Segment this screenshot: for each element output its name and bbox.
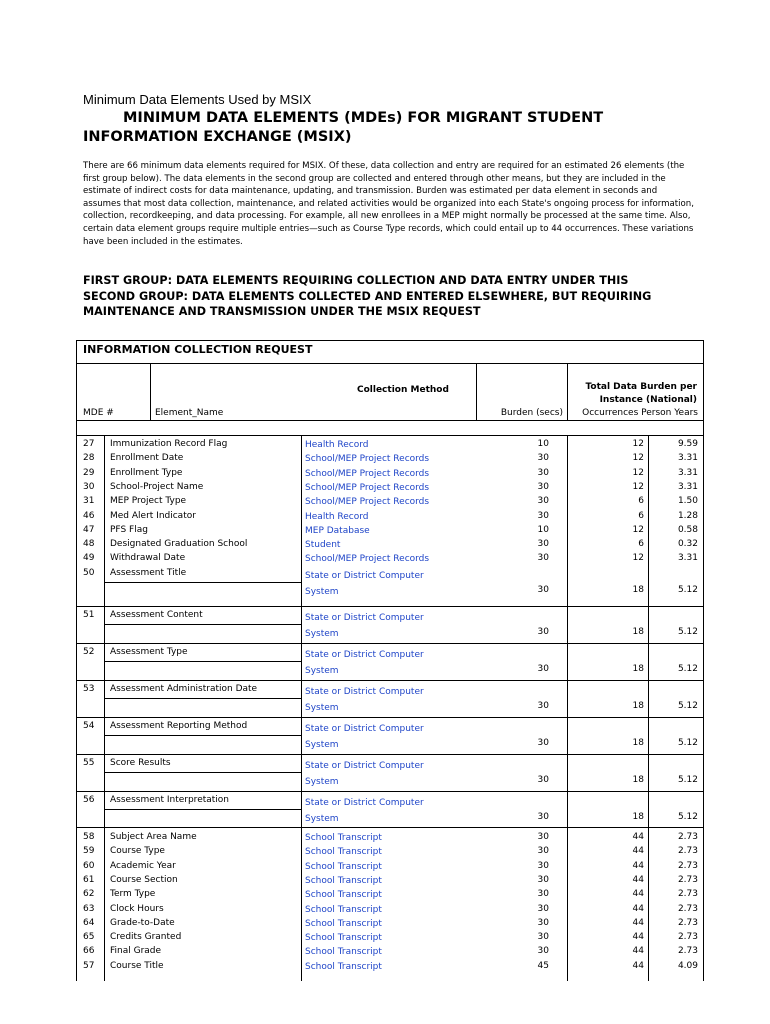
row-occurrences: 6 (638, 539, 644, 550)
assessment-sub-rule (104, 809, 301, 810)
row-occurrences: 6 (638, 496, 644, 507)
row-burden-secs: 30 (537, 584, 549, 595)
row-element-name: Assessment Administration Date (110, 684, 258, 694)
row-person-years: 5.12 (677, 664, 698, 674)
header-rule-top (77, 363, 703, 364)
row-person-years: 2.73 (677, 903, 698, 914)
row-collection-method[interactable]: State or District Computer (305, 761, 424, 771)
row-person-years: 3.31 (677, 481, 698, 492)
row-person-years: 0.32 (677, 539, 698, 550)
row-burden-secs: 30 (537, 496, 549, 507)
row-burden-secs: 30 (537, 932, 549, 943)
row-occurrences: 44 (632, 917, 644, 928)
row-mde: 63 (83, 903, 95, 914)
row-collection-method[interactable]: Student (305, 540, 341, 551)
row-occurrences: 44 (632, 889, 644, 900)
assessment-rule (77, 680, 703, 681)
row-element-name: Immunization Record Flag (110, 439, 228, 449)
table-title: INFORMATION COLLECTION REQUEST (83, 343, 313, 356)
title-line-2: INFORMATION EXCHANGE (MSIX) (83, 129, 352, 145)
row-mde: 50 (83, 567, 95, 578)
row-element-name: Course Type (110, 846, 165, 857)
row-collection-method[interactable]: Health Record (305, 440, 369, 450)
assessment-sub-rule (104, 772, 301, 773)
row-occurrences: 12 (632, 524, 644, 535)
row-mde: 59 (83, 846, 95, 857)
document-title (83, 109, 683, 147)
header-col-rule (567, 363, 568, 420)
row-element-name: Clock Hours (110, 903, 164, 914)
row-person-years: 5.12 (677, 775, 698, 785)
row-occurrences: 18 (632, 627, 644, 637)
row-burden-secs: 10 (537, 524, 549, 535)
row-element-name: Assessment Reporting Method (110, 721, 248, 731)
row-occurrences: 12 (632, 481, 644, 492)
block3-rule (77, 827, 703, 828)
row-burden-secs: 30 (537, 775, 549, 785)
row-burden-secs: 30 (537, 553, 549, 564)
intro-paragraph: There are 66 minimum data elements required for MSIX. Of these, data collection and entry are required for an estimated 26 elements (the first group below). The data elements in the second group are collected and entered through other means, but they are included in the estimate of indirect costs for data maintenance, updating, and transmission. Burden was estimated per data element in seconds and assumes that most data collection, maintenance, and related activities would be organized into each State's ongoing process for information, collection, recordkeeping, and data processing. For example, all new enrollees in a MEP might normally be processed at the same time. Also, certain data element groups require multiple entries—such as Course Type records, which could entail up to 44 occurrences. These variations have been included in the estimates. (83, 161, 694, 247)
row-mde: 29 (83, 467, 95, 478)
row-burden-secs: 30 (537, 539, 549, 550)
row-burden-secs: 30 (537, 889, 549, 900)
row-mde: 28 (83, 453, 95, 464)
assessment-sub-rule (104, 661, 301, 662)
row-mde: 52 (83, 647, 95, 657)
body-rule-top (77, 435, 703, 436)
row-occurrences: 18 (632, 664, 644, 674)
row-collection-method[interactable]: State or District Computer (305, 687, 424, 697)
row-element-name: Designated Graduation School (110, 539, 248, 550)
row-collection-method[interactable]: State or District Computer (305, 613, 424, 623)
row-burden-secs: 30 (537, 627, 549, 637)
row-burden-secs: 30 (537, 917, 549, 928)
row-element-name: Score Results (110, 758, 171, 768)
row-collection-method[interactable]: School/MEP Project Records (305, 497, 430, 508)
row-collection-method[interactable]: School Transcript (305, 904, 382, 915)
row-collection-method[interactable]: School Transcript (305, 875, 382, 886)
row-mde: 27 (83, 439, 95, 449)
row-mde: 65 (83, 932, 95, 943)
row-occurrences: 6 (638, 510, 644, 521)
row-occurrences: 44 (632, 874, 644, 885)
row-mde: 48 (83, 539, 95, 550)
row-collection-method[interactable]: School Transcript (305, 890, 382, 901)
row-element-name: Course Section (110, 874, 178, 885)
row-mde: 54 (83, 721, 95, 731)
assessment-sub-rule (104, 624, 301, 625)
row-collection-method[interactable]: School/MEP Project Records (305, 554, 430, 565)
row-burden-secs: 30 (537, 812, 549, 822)
body-col-rule (104, 435, 105, 981)
row-mde: 47 (83, 524, 95, 535)
row-element-name: MEP Project Type (110, 496, 187, 507)
header-mde: MDE # (83, 408, 114, 418)
row-mde: 56 (83, 795, 95, 805)
header-collection-method: Collection Method (357, 385, 449, 395)
row-element-name: Assessment Interpretation (110, 795, 230, 805)
row-person-years: 2.73 (677, 889, 698, 900)
row-person-years: 5.12 (677, 584, 698, 595)
row-occurrences: 18 (632, 701, 644, 711)
header-total-1: Total Data Burden per (585, 382, 697, 392)
row-element-name: Withdrawal Date (110, 553, 186, 564)
assessment-rule (77, 643, 703, 644)
row-occurrences: 18 (632, 738, 644, 748)
row-person-years: 2.73 (677, 874, 698, 885)
row-mde: 64 (83, 917, 95, 928)
group-heading-1: FIRST GROUP: DATA ELEMENTS REQUIRING COLLECTION AND DATA ENTRY UNDER THIS (83, 274, 629, 287)
row-collection-method[interactable]: School Transcript (305, 947, 382, 958)
row-person-years: 4.09 (677, 960, 698, 971)
row-mde: 66 (83, 946, 95, 957)
row-burden-secs: 30 (537, 846, 549, 857)
header-col-rule (150, 363, 151, 420)
header-element-name: Element_Name (155, 408, 224, 418)
group-heading-3: MAINTENANCE AND TRANSMISSION UNDER THE MSIX REQUEST (83, 305, 481, 318)
row-collection-method[interactable]: State or District Computer (305, 650, 424, 660)
row-burden-secs: 30 (537, 510, 549, 521)
row-burden-secs: 30 (537, 481, 549, 492)
row-collection-method-2[interactable]: System (305, 703, 339, 713)
row-element-name: Enrollment Date (110, 453, 184, 464)
row-mde: 30 (83, 481, 95, 492)
header-rule-bottom (77, 420, 703, 421)
row-element-name: Subject Area Name (110, 832, 197, 842)
row-collection-method[interactable]: State or District Computer (305, 724, 424, 734)
row-collection-method[interactable]: School Transcript (305, 833, 382, 843)
row-collection-method[interactable]: State or District Computer (305, 798, 424, 808)
row-occurrences: 12 (632, 553, 644, 564)
header-total-2: Instance (National) (599, 395, 697, 405)
row-occurrences: 18 (632, 584, 644, 595)
row-burden-secs: 30 (537, 903, 549, 914)
row-person-years: 1.28 (677, 510, 698, 521)
row-collection-method[interactable]: State or District Computer (305, 570, 424, 581)
assessment-rule (77, 791, 703, 792)
row-collection-method-2[interactable]: System (305, 777, 339, 787)
row-element-name: Grade-to-Date (110, 917, 175, 928)
row-burden-secs: 30 (537, 860, 549, 871)
row-collection-method[interactable]: School/MEP Project Records (305, 468, 430, 479)
title-line-1: MINIMUM DATA ELEMENTS (MDEs) FOR MIGRANT STUDENT (123, 110, 604, 126)
header-total-3: Occurrences Person Years (582, 408, 698, 418)
row-element-name: Assessment Title (110, 567, 187, 578)
row-person-years: 3.31 (677, 467, 698, 478)
row-element-name: Assessment Content (110, 610, 203, 620)
row-collection-method-2[interactable]: System (305, 586, 339, 597)
row-person-years: 5.12 (677, 738, 698, 748)
row-element-name: Final Grade (110, 946, 162, 957)
row-person-years: 0.58 (677, 524, 698, 535)
header-burden-secs: Burden (secs) (500, 408, 563, 418)
row-collection-method[interactable]: School Transcript (305, 861, 382, 872)
row-person-years: 5.12 (677, 701, 698, 711)
group-heading-2: SECOND GROUP: DATA ELEMENTS COLLECTED AND ENTERED ELSEWHERE, BUT REQUIRING (83, 289, 652, 303)
row-collection-method-2[interactable]: System (305, 666, 339, 676)
row-mde: 49 (83, 553, 95, 564)
row-occurrences: 44 (632, 832, 644, 842)
row-person-years: 3.31 (677, 553, 698, 564)
row-person-years: 2.73 (677, 860, 698, 871)
row-collection-method-2[interactable]: System (305, 740, 339, 750)
row-occurrences: 12 (632, 453, 644, 464)
row-mde: 55 (83, 758, 95, 768)
row-collection-method[interactable]: School Transcript (305, 918, 382, 929)
row-element-name: Course Title (110, 960, 164, 971)
row-occurrences: 12 (632, 467, 644, 478)
group-headings (83, 273, 703, 320)
row-mde: 61 (83, 874, 95, 885)
row-collection-method-2[interactable]: System (305, 629, 339, 639)
row-mde: 46 (83, 510, 95, 521)
row-mde: 60 (83, 860, 95, 871)
assessment-sub-rule (104, 582, 301, 583)
assessment-sub-rule (104, 735, 301, 736)
row-collection-method[interactable]: School Transcript (305, 933, 382, 944)
assessment-rule (77, 717, 703, 718)
row-person-years: 3.31 (677, 453, 698, 464)
row-element-name: PFS Flag (110, 524, 148, 535)
row-collection-method[interactable]: School Transcript (305, 961, 382, 972)
assessment-rule (77, 606, 703, 607)
row-occurrences: 44 (632, 960, 644, 971)
row-person-years: 9.59 (677, 439, 698, 449)
row-occurrences: 44 (632, 903, 644, 914)
row-collection-method[interactable]: Health Record (305, 511, 369, 522)
row-person-years: 5.12 (677, 812, 698, 822)
row-occurrences: 44 (632, 946, 644, 957)
row-occurrences: 44 (632, 932, 644, 943)
row-collection-method[interactable]: School/MEP Project Records (305, 454, 430, 465)
row-occurrences: 18 (632, 812, 644, 822)
information-collection-table (76, 340, 704, 981)
row-collection-method[interactable]: School Transcript (305, 847, 382, 858)
row-person-years: 2.73 (677, 846, 698, 857)
row-mde: 57 (83, 960, 95, 971)
row-burden-secs: 30 (537, 467, 549, 478)
row-burden-secs: 30 (537, 664, 549, 674)
row-collection-method-2[interactable]: System (305, 814, 339, 824)
row-burden-secs: 30 (537, 946, 549, 957)
row-element-name: School-Project Name (110, 481, 204, 492)
row-person-years: 5.12 (677, 627, 698, 637)
row-collection-method[interactable]: School/MEP Project Records (305, 482, 430, 493)
row-burden-secs: 30 (537, 874, 549, 885)
row-burden-secs: 10 (537, 439, 549, 449)
row-person-years: 2.73 (677, 946, 698, 957)
row-mde: 53 (83, 684, 95, 694)
row-person-years: 1.50 (677, 496, 698, 507)
document-kicker: Minimum Data Elements Used by MSIX (83, 92, 312, 107)
row-mde: 62 (83, 889, 95, 900)
row-burden-secs: 30 (537, 453, 549, 464)
row-occurrences: 12 (632, 439, 644, 449)
row-element-name: Enrollment Type (110, 467, 183, 478)
row-occurrences: 44 (632, 860, 644, 871)
row-mde: 51 (83, 610, 95, 620)
row-person-years: 2.73 (677, 832, 698, 842)
row-occurrences: 44 (632, 846, 644, 857)
row-mde: 58 (83, 832, 95, 842)
row-element-name: Credits Granted (110, 932, 182, 943)
row-burden-secs: 45 (537, 960, 549, 971)
row-person-years: 2.73 (677, 917, 698, 928)
row-burden-secs: 30 (537, 738, 549, 748)
row-element-name: Assessment Type (110, 647, 188, 657)
row-person-years: 2.73 (677, 932, 698, 943)
row-occurrences: 18 (632, 775, 644, 785)
row-element-name: Med Alert Indicator (110, 510, 196, 521)
row-collection-method[interactable]: MEP Database (305, 525, 370, 536)
row-element-name: Term Type (110, 889, 156, 900)
assessment-sub-rule (104, 698, 301, 699)
assessment-rule (77, 754, 703, 755)
row-mde: 31 (83, 496, 95, 507)
row-element-name: Academic Year (110, 860, 176, 871)
body-col-rule (301, 435, 302, 981)
row-burden-secs: 30 (537, 832, 549, 842)
row-burden-secs: 30 (537, 701, 549, 711)
